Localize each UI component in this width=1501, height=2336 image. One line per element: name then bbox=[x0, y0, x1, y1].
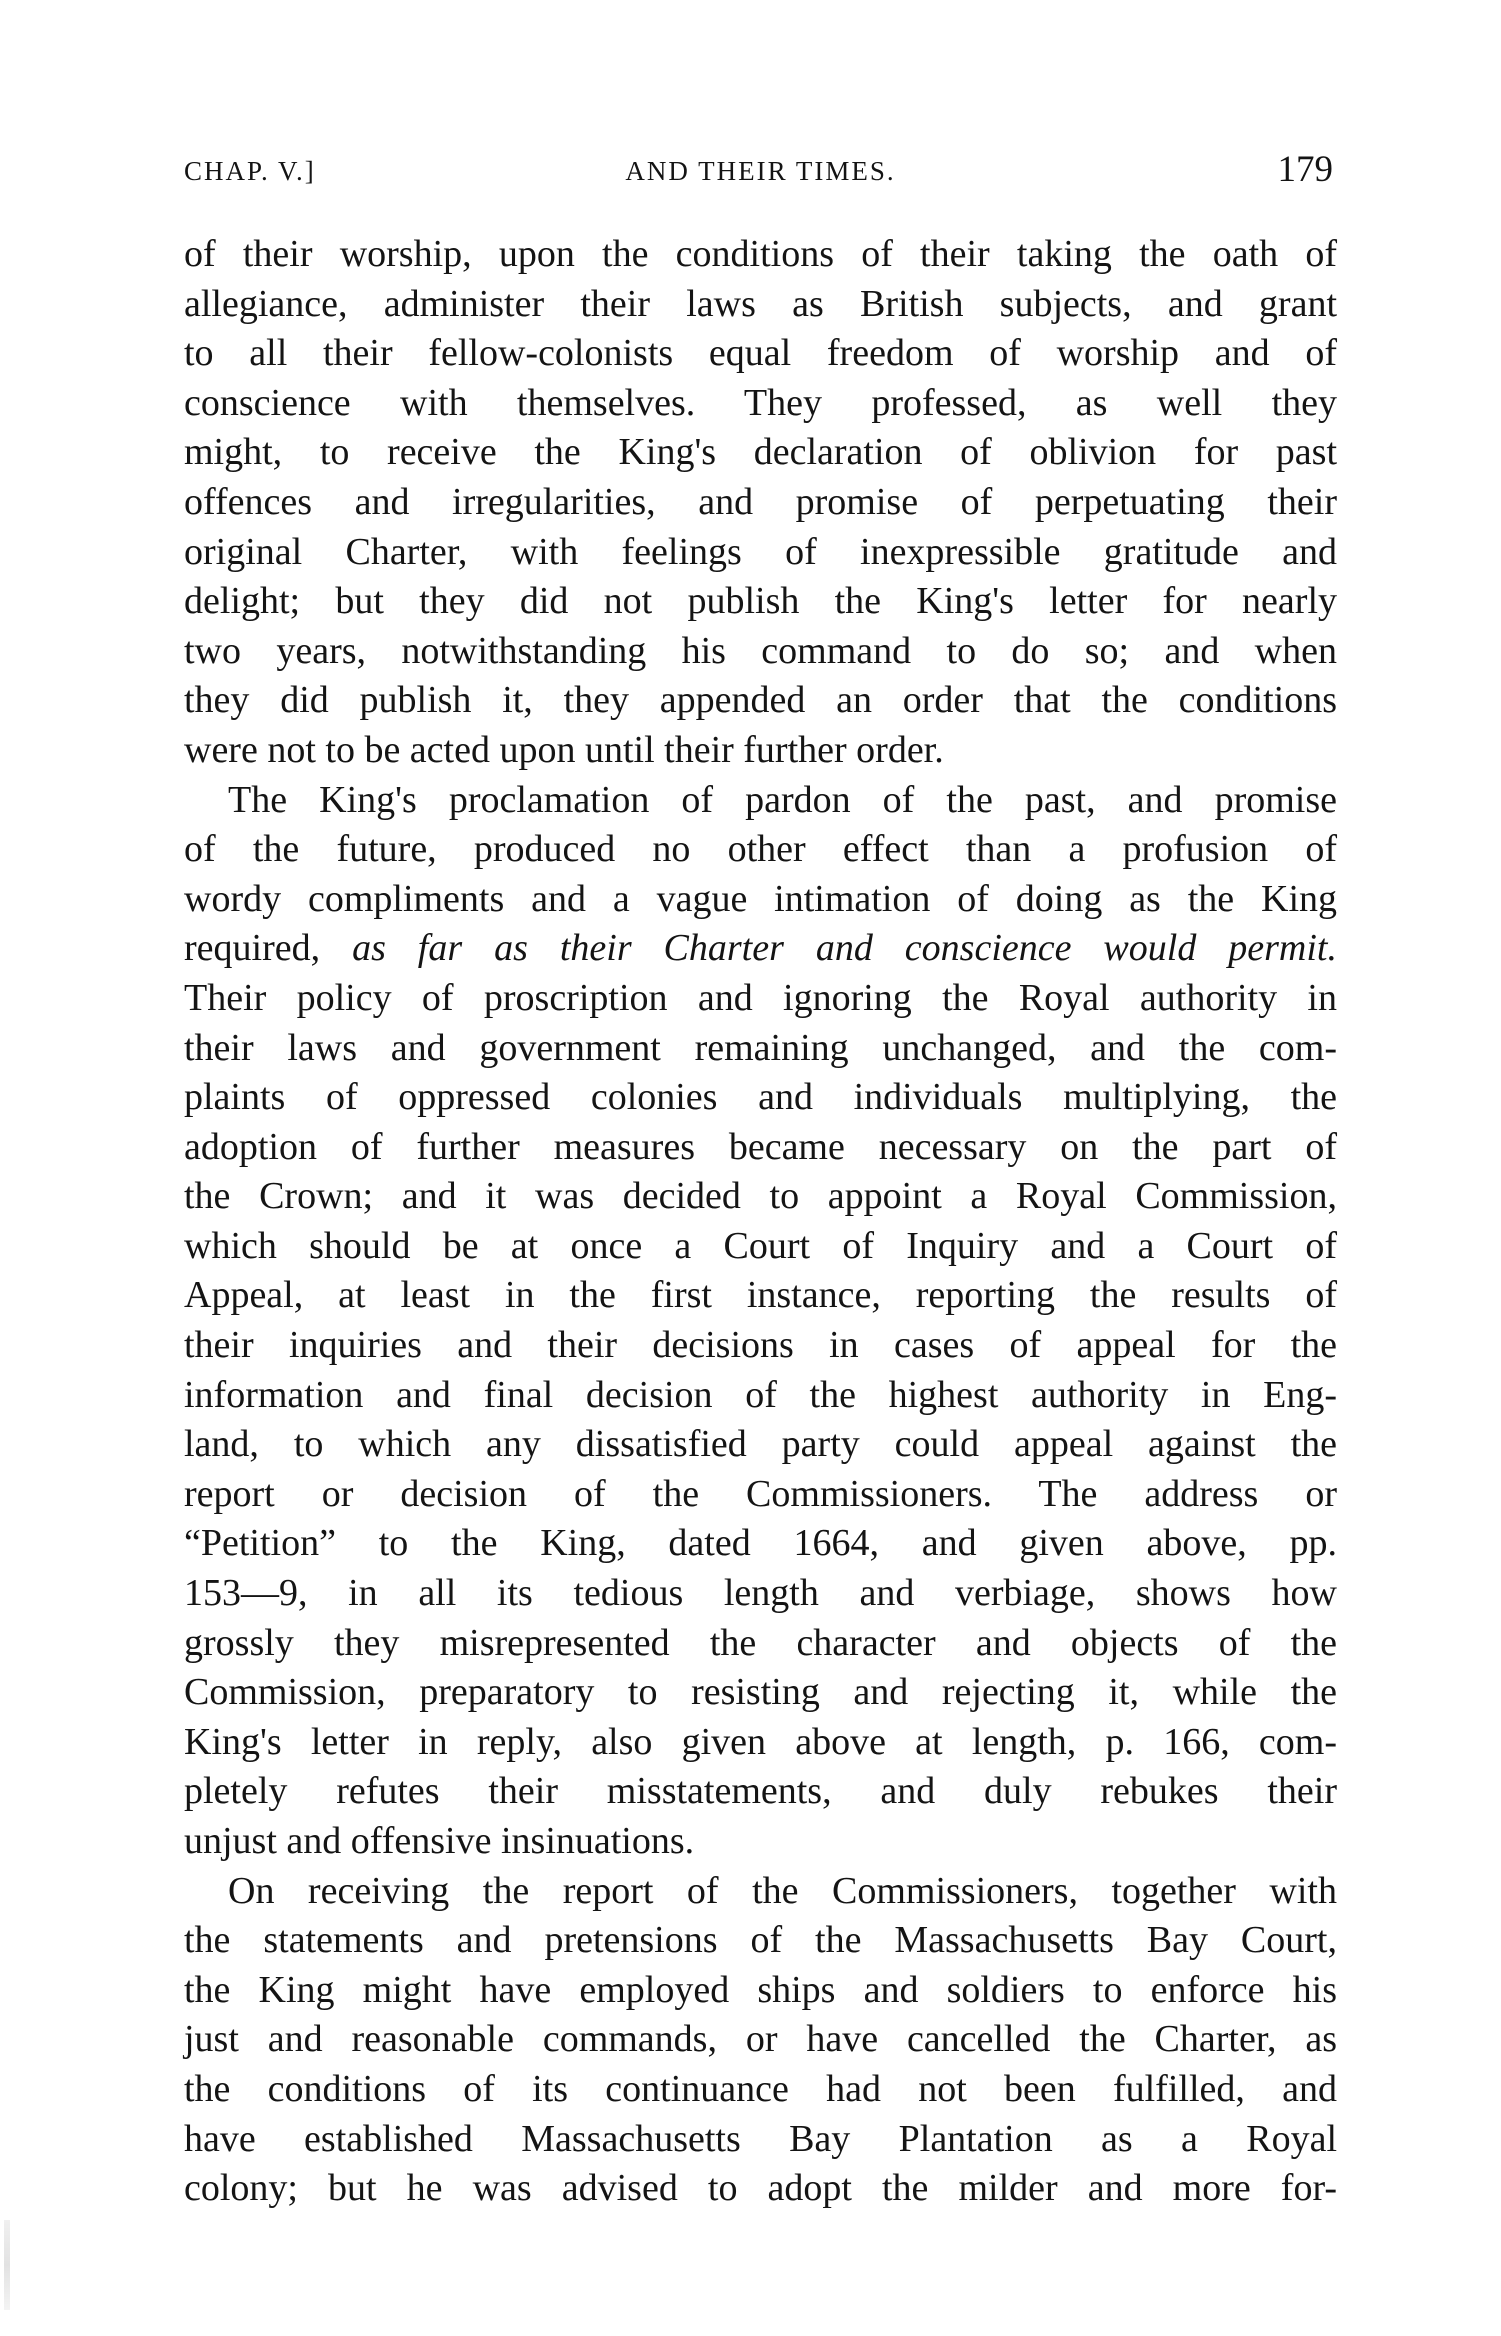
text-line: unjust and offensive insinuations. bbox=[184, 1820, 695, 1862]
body-text bbox=[184, 230, 1337, 2214]
text-line: the Crown; and it was decided to appoint a Royal Commission, bbox=[184, 1175, 1337, 1218]
text-line: the King might have employed ships and soldiers to enforce his bbox=[184, 1968, 1337, 2011]
text-line: original Charter, with feelings of inexpressible gratitude and bbox=[184, 530, 1337, 573]
book-page bbox=[184, 148, 1337, 2214]
text-line: 153—9, in all its tedious length and verbiage, shows how bbox=[184, 1572, 1337, 1615]
paragraph-2 bbox=[184, 776, 1337, 1867]
text-line: of the future, produced no other effect than a profusion of bbox=[184, 828, 1337, 871]
text-line: to all their fellow-colonists equal freedom of worship and of bbox=[184, 332, 1337, 375]
text-line: wordy compliments and a vague intimation of doing as the King bbox=[184, 877, 1337, 920]
text-line: offences and irregularities, and promise of perpetuating their bbox=[184, 480, 1337, 523]
italic-phrase: as far as their Charter and conscience would permit. bbox=[352, 927, 1337, 970]
text-line: just and reasonable commands, or have cancelled the Charter, as bbox=[184, 2018, 1337, 2061]
text-line: the statements and pretensions of the Massachusetts Bay Court, bbox=[184, 1919, 1337, 1962]
text-line: colony; but he was advised to adopt the milder and more for- bbox=[184, 2167, 1337, 2210]
text-line: have established Massachusetts Bay Plantation as a Royal bbox=[184, 2117, 1337, 2160]
text-line: two years, notwithstanding his command to do so; and when bbox=[184, 629, 1337, 672]
page-number: 179 bbox=[1277, 149, 1333, 190]
text-line: were not to be acted upon until their further order. bbox=[184, 728, 944, 771]
text-line: they did publish it, they appended an order that the conditions bbox=[184, 679, 1337, 722]
text-fragment: required, bbox=[184, 927, 321, 970]
text-line: pletely refutes their misstatements, and duly rebukes their bbox=[184, 1770, 1337, 1813]
text-line: “Petition” to the King, dated 1664, and given above, pp. bbox=[184, 1522, 1337, 1565]
text-line: conscience with themselves. They professed, as well they bbox=[184, 381, 1337, 424]
chapter-label: CHAP. V.] bbox=[184, 156, 316, 186]
running-head bbox=[184, 148, 1337, 200]
text-line: plaints of oppressed colonies and individuals multiplying, the bbox=[184, 1076, 1337, 1119]
text-line: grossly they misrepresented the character and objects of the bbox=[184, 1621, 1337, 1664]
text-line: the conditions of its continuance had not been fulfilled, and bbox=[184, 2067, 1337, 2110]
text-line: their inquiries and their decisions in cases of appeal for the bbox=[184, 1324, 1337, 1367]
text-line: might, to receive the King's declaration of oblivion for past bbox=[184, 431, 1337, 474]
text-line: delight; but they did not publish the King's letter for nearly bbox=[184, 580, 1337, 623]
text-line-with-italic bbox=[184, 924, 1337, 974]
text-line: information and final decision of the highest authority in Eng- bbox=[184, 1373, 1337, 1416]
text-line: allegiance, administer their laws as British subjects, and grant bbox=[184, 282, 1337, 325]
text-line: The King's proclamation of pardon of the past, and promise bbox=[228, 778, 1337, 821]
text-line: which should be at once a Court of Inquiry and a Court of bbox=[184, 1224, 1337, 1267]
text-line: land, to which any dissatisfied party could appeal against the bbox=[184, 1423, 1337, 1466]
text-line: their laws and government remaining unchanged, and the com- bbox=[184, 1026, 1337, 1069]
text-line: adoption of further measures became necessary on the part of bbox=[184, 1125, 1337, 1168]
paragraph-1 bbox=[184, 230, 1337, 776]
paragraph-3 bbox=[184, 1867, 1337, 2214]
scan-edge-mark bbox=[4, 2220, 10, 2310]
text-line: Their policy of proscription and ignoring the Royal authority in bbox=[184, 976, 1337, 1019]
text-line: of their worship, upon the conditions of their taking the oath of bbox=[184, 233, 1337, 275]
text-line: On receiving the report of the Commissioners, together with bbox=[228, 1869, 1337, 1912]
text-line: King's letter in reply, also given above at length, p. 166, com- bbox=[184, 1720, 1337, 1763]
text-line: Commission, preparatory to resisting and rejecting it, while the bbox=[184, 1671, 1337, 1714]
running-title: AND THEIR TIMES. bbox=[625, 156, 896, 186]
text-line: report or decision of the Commissioners. The address or bbox=[184, 1472, 1337, 1515]
text-line: Appeal, at least in the first instance, reporting the results of bbox=[184, 1274, 1337, 1317]
